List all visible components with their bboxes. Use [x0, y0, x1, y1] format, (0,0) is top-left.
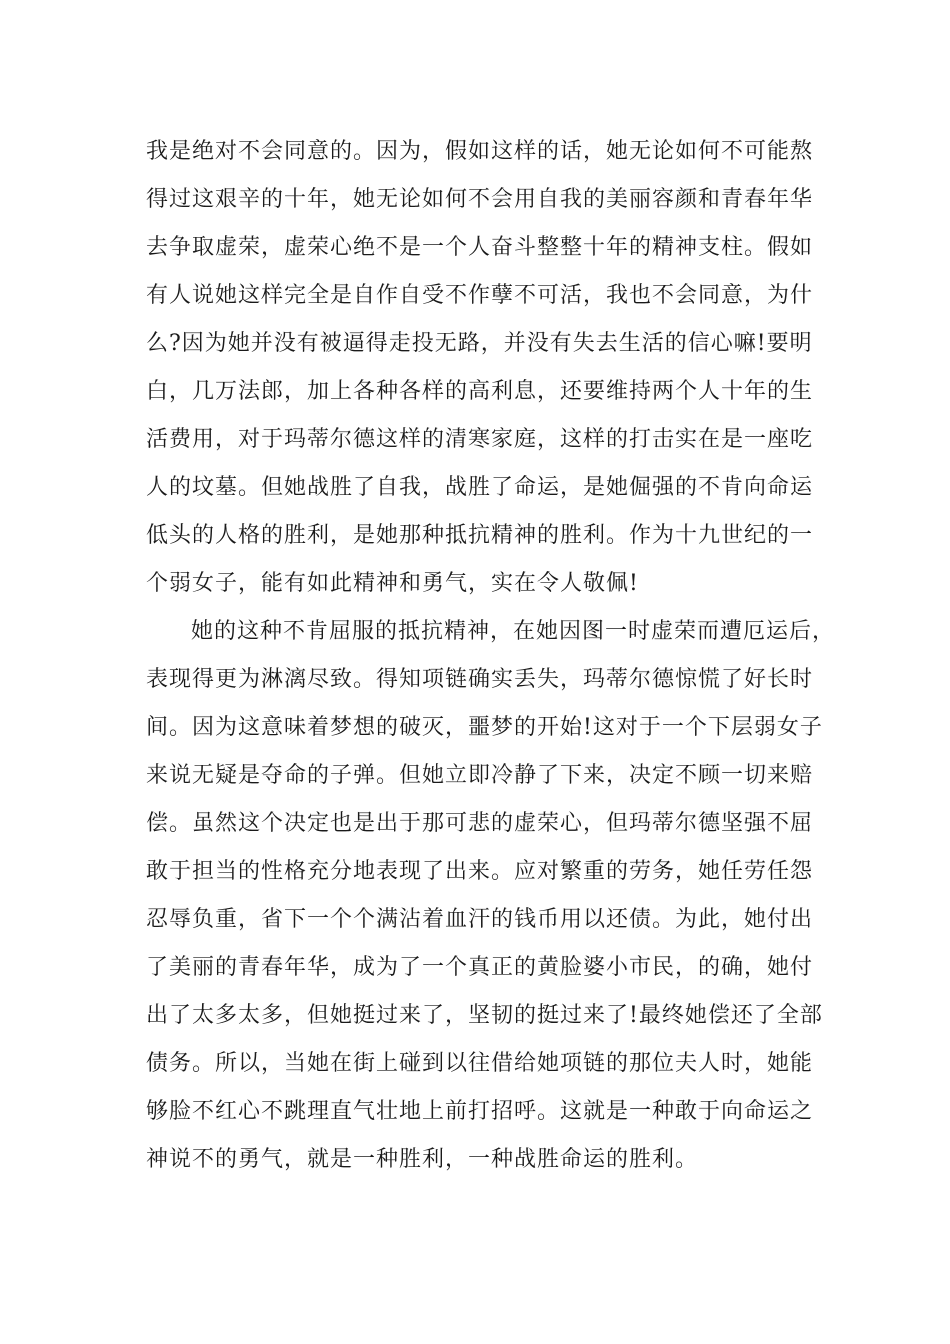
paragraph-1-line: 我是绝对不会同意的。因为，假如这样的话，她无论如何不可能熬 [146, 139, 814, 164]
paragraph-1-line: 去争取虚荣，虚荣心绝不是一个人奋斗整整十年的精神支柱。假如 [146, 235, 814, 260]
paragraph-2-line: 偿。虽然这个决定也是出于那可悲的虚荣心，但玛蒂尔德坚强不屈 [146, 811, 814, 836]
paragraph-2-line: 来说无疑是夺命的子弹。但她立即冷静了下来，决定不顾一切来赔 [146, 763, 814, 788]
paragraph-2-line: 忍辱负重，省下一个个满沾着血汗的钱币用以还债。为此，她付出 [146, 907, 814, 932]
paragraph-2-line: 表现得更为淋漓尽致。得知项链确实丢失，玛蒂尔德惊慌了好长时 [146, 667, 814, 692]
paragraph-1-line: 白，几万法郎，加上各种各样的高利息，还要维持两个人十年的生 [146, 379, 814, 404]
paragraph-2-line: 敢于担当的性格充分地表现了出来。应对繁重的劳务，她任劳任怨 [146, 859, 814, 884]
paragraph-2-line: 间。因为这意味着梦想的破灭，噩梦的开始!这对于一个下层弱女子 [146, 715, 823, 740]
paragraph-2-line: 出了太多太多，但她挺过来了，坚韧的挺过来了!最终她偿还了全部 [146, 1003, 823, 1028]
paragraph-2-line: 神说不的勇气，就是一种胜利，一种战胜命运的胜利。 [146, 1147, 699, 1172]
paragraph-1-line: 低头的人格的胜利，是她那种抵抗精神的胜利。作为十九世纪的一 [146, 523, 814, 548]
paragraph-1-line: 么?因为她并没有被逼得走投无路，并没有失去生活的信心嘛!要明 [146, 331, 813, 356]
paragraph-1-line: 个弱女子，能有如此精神和勇气，实在令人敬佩! [146, 571, 639, 596]
paragraph-1-line: 有人说她这样完全是自作自受不作孽不可活，我也不会同意，为什 [146, 283, 814, 308]
paragraph-1-line: 活费用，对于玛蒂尔德这样的清寒家庭，这样的打击实在是一座吃 [146, 427, 814, 452]
paragraph-2-line: 了美丽的青春年华，成为了一个真正的黄脸婆小市民，的确，她付 [146, 955, 814, 980]
paragraph-2-line: 她的这种不肯屈服的抵抗精神，在她因图一时虚荣而遭厄运后， [191, 619, 836, 644]
paragraph-2-line: 债务。所以，当她在街上碰到以往借给她项链的那位夫人时，她能 [146, 1051, 814, 1076]
paragraph-2-line: 够脸不红心不跳理直气壮地上前打招呼。这就是一种敢于向命运之 [146, 1099, 814, 1124]
paragraph-1-line: 人的坟墓。但她战胜了自我，战胜了命运，是她倔强的不肯向命运 [146, 475, 814, 500]
paragraph-1-line: 得过这艰辛的十年，她无论如何不会用自我的美丽容颜和青春年华 [146, 187, 814, 212]
